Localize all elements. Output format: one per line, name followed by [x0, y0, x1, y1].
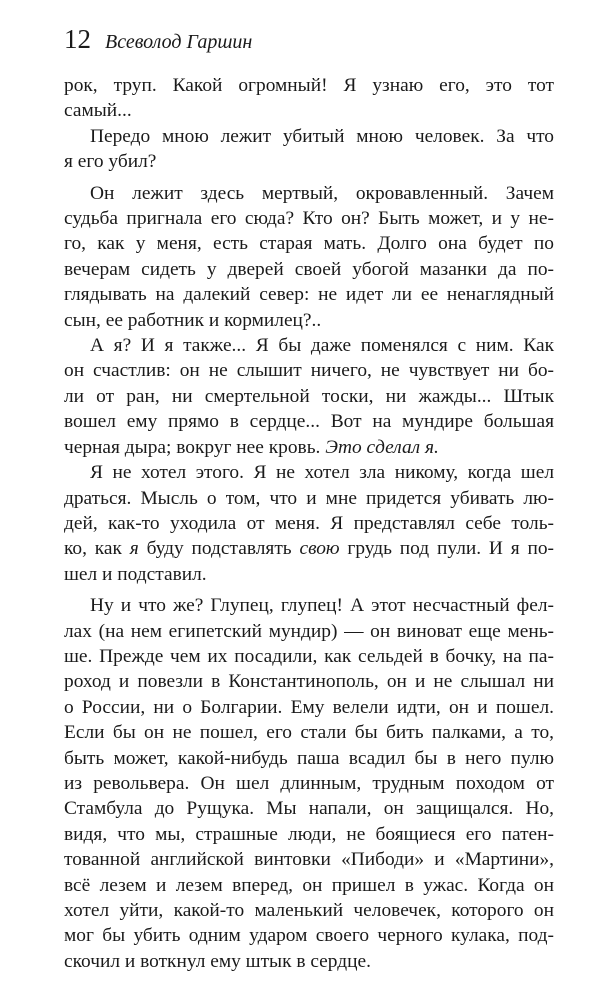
paragraph-6	[64, 593, 554, 974]
paragraph-2	[64, 124, 554, 175]
italic-emphasis: свою	[299, 538, 340, 560]
text-line: ше. Прежде чем их посадили, как сельдей в бочку, на па-	[64, 645, 554, 667]
text-line: Он лежит здесь мертвый, окровавленный. Зачем	[90, 182, 554, 204]
text-run: грудь под пули. И я по-	[339, 538, 554, 560]
paragraph-4	[64, 333, 554, 460]
italic-emphasis: Это сделал я.	[325, 436, 439, 458]
text-run: ко, как	[64, 538, 130, 560]
text-line: вошел ему прямо в сердце... Вот на мундире большая	[64, 411, 554, 433]
text-line: Ну и что же? Глупец, глупец! А этот несчастный фел-	[90, 595, 554, 617]
paragraph-3	[64, 181, 554, 333]
author-name: Всеволод Гаршин	[105, 31, 253, 53]
text-line: из револьвера. Он шел длинным, трудным походом от	[64, 772, 554, 794]
text-line: А я? И я также... Я бы даже поменялся с ним. Как	[90, 335, 554, 357]
text-line	[64, 435, 554, 460]
text-run: буду подставлять	[138, 538, 300, 560]
text-line: тованной английской винтовки «Пибоди» и «Мартини»,	[64, 849, 554, 871]
body-text	[64, 73, 554, 974]
text-line: шел и подставил.	[64, 563, 207, 585]
text-line: о России, ни о Болгарии. Ему велели идти, он и пошел.	[64, 696, 554, 718]
page-number: 12	[64, 24, 91, 54]
paragraph-1	[64, 73, 554, 124]
text-line: самый...	[64, 100, 132, 122]
text-line: хотел уйти, какой-то маленький человечек, которого он	[64, 900, 554, 921]
running-head	[64, 26, 252, 53]
text-line: всё лезем и лезем вперед, он пришел в ужас. Когда он	[64, 874, 554, 896]
text-run: черная дыра; вокруг нее кровь.	[64, 436, 326, 458]
text-line: драться. Мысль о том, что и мне придется убивать лю-	[64, 487, 554, 509]
text-line: ли от ран, ни смертельной тоски, ни жажды... Штык	[64, 385, 554, 407]
text-line: Стамбула до Рущука. Мы напали, он защищался. Но,	[64, 798, 554, 820]
text-line: Я не хотел этого. Я не хотел зла никому, когда шел	[90, 462, 554, 484]
italic-emphasis: я	[129, 538, 139, 560]
text-line: лах (на нем египетский мундир) — он виноват еще мень-	[64, 620, 554, 642]
text-line: Если бы он не пошел, его стали бы бить палками, а то,	[64, 722, 554, 744]
text-line: скочил и воткнул ему штык в сердце.	[64, 950, 371, 972]
text-line	[64, 536, 554, 561]
text-line: Передо мною лежит убитый мною человек. За что	[90, 125, 554, 147]
text-line: роход и повезли в Константинополь, он и не слышал ни	[64, 671, 554, 693]
text-line: мог бы убить одним ударом своего черного кулака, под-	[64, 925, 554, 947]
paragraph-5	[64, 460, 554, 587]
text-line: вечерам сидеть у дверей своей убогой мазанки да по-	[64, 258, 554, 280]
text-line: судьба пригнала его сюда? Кто он? Быть может, и у не-	[64, 208, 554, 230]
text-line: го, как у меня, есть старая мать. Долго она будет по	[64, 233, 554, 255]
text-line: дей, как-то уходила от меня. Я представлял себе толь-	[64, 512, 554, 534]
text-line: сын, ее работник и кормилец?..	[64, 309, 322, 331]
text-line: рок, труп. Какой огромный! Я узнаю его, это тот	[64, 75, 554, 96]
text-line: видя, что мы, страшные люди, не боящиеся его патен-	[64, 823, 554, 845]
text-line: глядывать на далекий север: не идет ли ее ненаглядный	[64, 284, 554, 306]
text-line: быть может, какой-нибудь паша всадил бы в него пулю	[64, 747, 554, 769]
text-line: я его убил?	[64, 151, 157, 173]
text-line: он счастлив: он не слышит ничего, не чувствует ни бо-	[64, 360, 554, 382]
